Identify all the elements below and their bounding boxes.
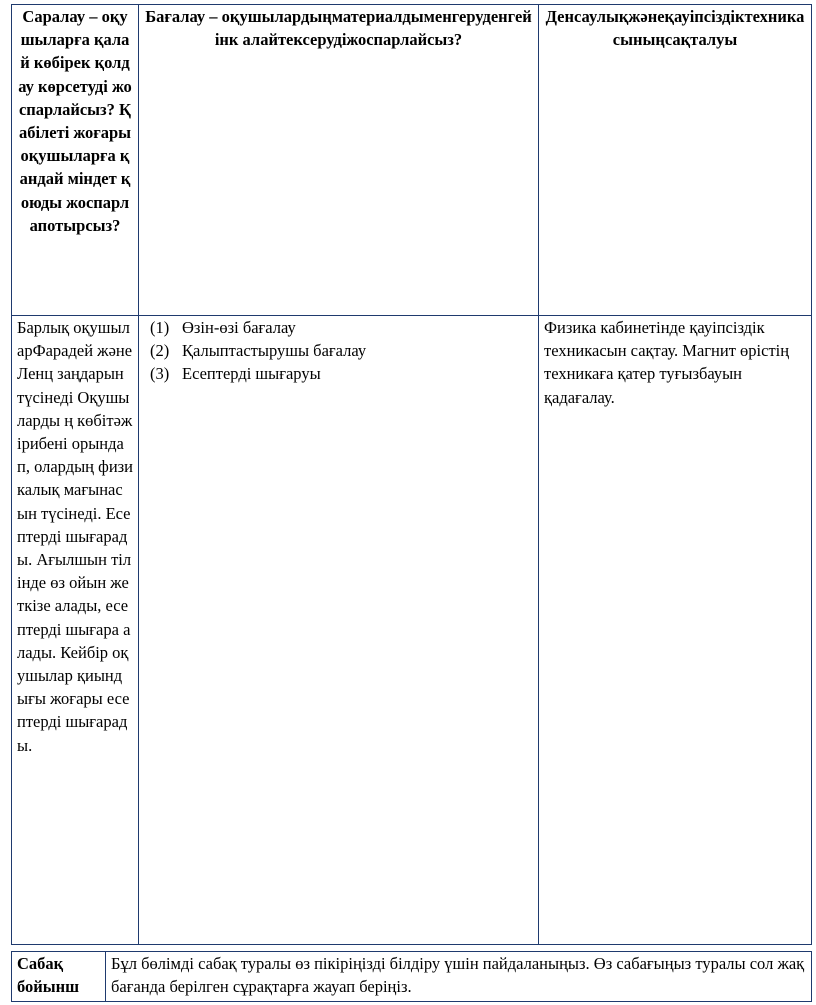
assessment-item-number: (2) [150, 341, 170, 361]
differentiation-header: Саралау – оқушыларға қалай көбірек қолдау көрсетуді жоспарлайсыз? Қабілеті жоғары оқушыларға қандай міндет қоюды жоспарлапотырсыз? [12, 5, 139, 316]
lesson-plan-table [11, 4, 812, 945]
header-row [12, 5, 812, 316]
reflection-text: Бұл бөлімді сабақ туралы өз пікіріңізді білдіру үшін пайдаланыңыз. Өз сабағыңыз туралы сол жақ бағанда берілген сұрақтарға жауап беріңіз. [106, 952, 812, 1002]
differentiation-cell: Барлық оқушыларФарадей және Ленц заңдарын түсінеді Оқушыларды ң көбітәжірибені орындап, олардың физикалық мағынасын түсінеді. Есептерді шығарады. Ағылшын тілінде өз ойын жеткізе алады, есептерді шығара алады. Кейбір оқушылар қиындығы жоғары есептерді шығарады. [12, 316, 139, 945]
assessment-item [150, 316, 533, 339]
assessment-item [150, 362, 533, 385]
assessment-item-number: (1) [150, 318, 170, 337]
reflection-row [12, 952, 812, 1002]
health-safety-header: Денсаулықжәнеқауіпсіздіктехникасыныңсақталуы [539, 5, 812, 316]
assessment-item-text: Өзін-өзі бағалау [182, 318, 296, 337]
assessment-item-number: (3) [150, 364, 170, 384]
assessment-list [144, 316, 533, 386]
assessment-item [150, 339, 533, 362]
assessment-item-text: Есептерді шығаруы [182, 364, 321, 384]
assessment-header: Бағалау – оқушылардыңматериалдыменгеруденгейінк алайтексерудіжоспарлайсыз? [139, 5, 539, 316]
reflection-label: Сабақ бойынш [12, 952, 106, 1002]
reflection-table [11, 951, 812, 1002]
health-safety-cell: Физика кабинетінде қауіпсіздік техникасын сақтау. Магнит өрістің техникаға қатер туғызбауын қадағалау. [539, 316, 812, 945]
content-row [12, 316, 812, 945]
assessment-item-text: Қалыптастырушы бағалау [182, 341, 367, 361]
assessment-cell [139, 316, 539, 945]
